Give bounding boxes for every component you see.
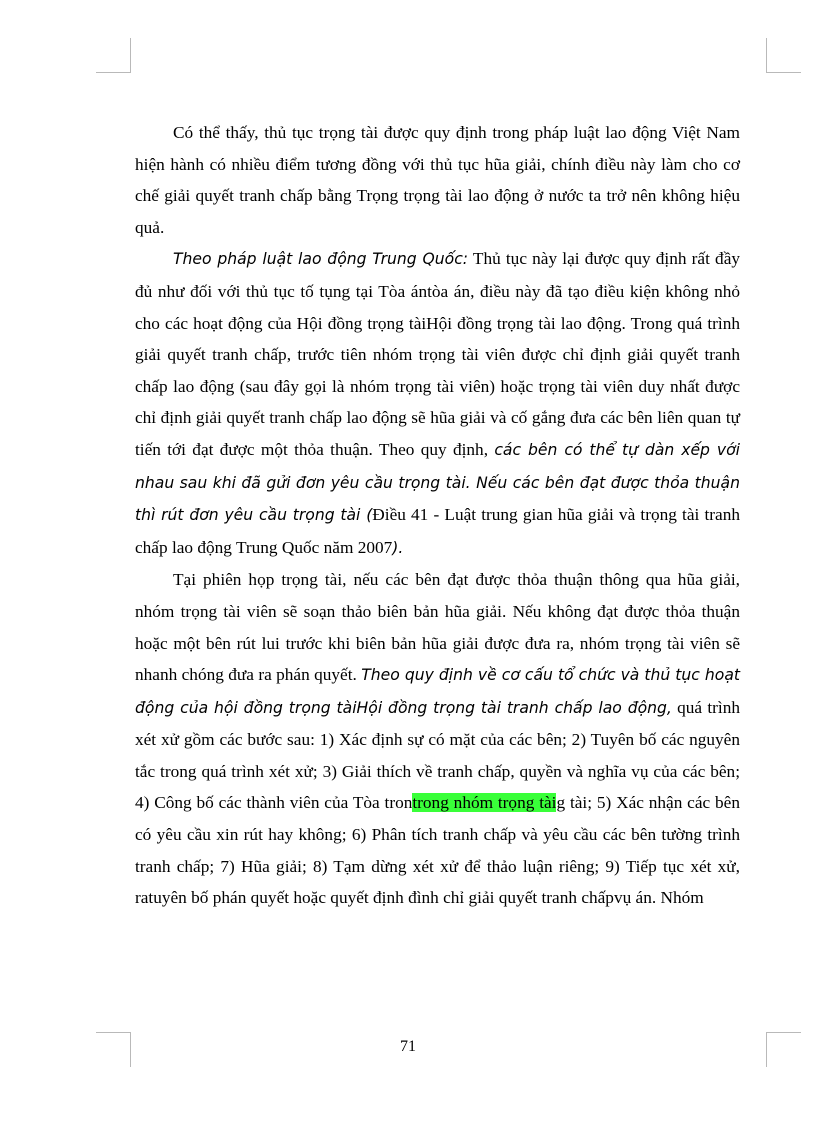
paragraph-1 [135,117,740,243]
paragraph-2-lead: Theo pháp luật lao động Trung Quốc: [173,250,469,269]
crop-mark-top-right [766,38,801,73]
paragraph-3-italic: Theo quy định về cơ cấu tổ chức và thủ tục hoạt động của hội đồng trọng tàiHội đồng trọng tài tranh chấp lao động, [135,666,740,717]
page-number: 71 [400,1038,416,1055]
paragraph-1-text: Có thể thấy, thủ tục trọng tài được quy định trong pháp luật lao động Việt Nam hiện hành có nhiều điểm tương đồng với thủ tục hũa giải, chính điều này làm cho cơ chế giải quyết tranh chấp bằng Trọng trọng tài lao động ở nước ta trở nên không hiệu quả. [135,123,740,237]
paragraph-3-text: Tại phiên họp trọng tài, nếu các bên đạt được thỏa thuận thông qua hũa giải, nhóm trọng tài viên sẽ soạn thảo biên bản hũa giải. Nếu không đạt được thỏa thuận hoặc một bên rút lui trước khi biên bản hũa giải được đưa ra, nhóm trọng tài viên sẽ nhanh chóng đưa ra phán quyết. [135,570,740,685]
paragraph-3 [135,564,740,914]
crop-mark-top-left [96,38,131,73]
paragraph-3-text-2: quá trình xét xử gồm các bước sau: 1) Xác định sự có mặt của các bên; 2) Tuyên bố các nguyên tắc trong quá trình xét xử; 3) Giải thích về tranh chấp, quyền và nghĩa vụ của các bên; 4) Công bố các thành viên của Tòa tron [135,697,741,813]
paragraph-2-end: ). [392,538,404,557]
paragraph-2-text: Thủ tục này lại được quy định rất đầy đủ như đối với thủ tục tố tụng tại Tòa ántòa án, điều này đã tạo điều kiện không nhỏ cho các hoạt động của Hội đồng trọng tàiHội đồng trọng tài lao động. Trong quá trình giải quyết tranh chấp, trước tiên nhóm trọng tài viên được chỉ định giải quyết tranh chấp lao động (sau đây gọi là nhóm trọng tài viên) hoặc trọng tài viên duy nhất được chỉ định giải quyết tranh chấp lao động sẽ hũa giải và cố gắng đưa các bên liên quan tự tiến tới đạt được một thỏa thuận. Theo quy định, [135,249,740,459]
highlighted-text: trong nhóm trọng tài [412,793,557,813]
page-body [135,117,740,914]
paragraph-2 [135,243,740,564]
paragraph-3-text-3: g tài; 5) Xác nhận các bên có yêu cầu xin rút hay không; 6) Phân tích tranh chấp và yêu cầu các bên tường trình tranh chấp; 7) Hũa giải; 8) Tạm dừng xét xử để thảo luận riêng; 9) Tiếp tục xét xử, ratuyên bố phán quyết hoặc quyết định đình chỉ giải quyết tranh chấpvụ án. Nhóm [135,793,740,908]
paragraph-2-italic: các bên có thể tự dàn xếp với nhau sau khi đã gửi đơn yêu cầu trọng tài. Nếu các bên đạt được thỏa thuận thì rút đơn yêu cầu trọng tài ( [135,440,741,525]
paragraph-2-citation: Điều 41 - Luật trung gian hũa giải và trọng tài tranh chấp lao động Trung Quốc năm 2007 [135,505,740,557]
